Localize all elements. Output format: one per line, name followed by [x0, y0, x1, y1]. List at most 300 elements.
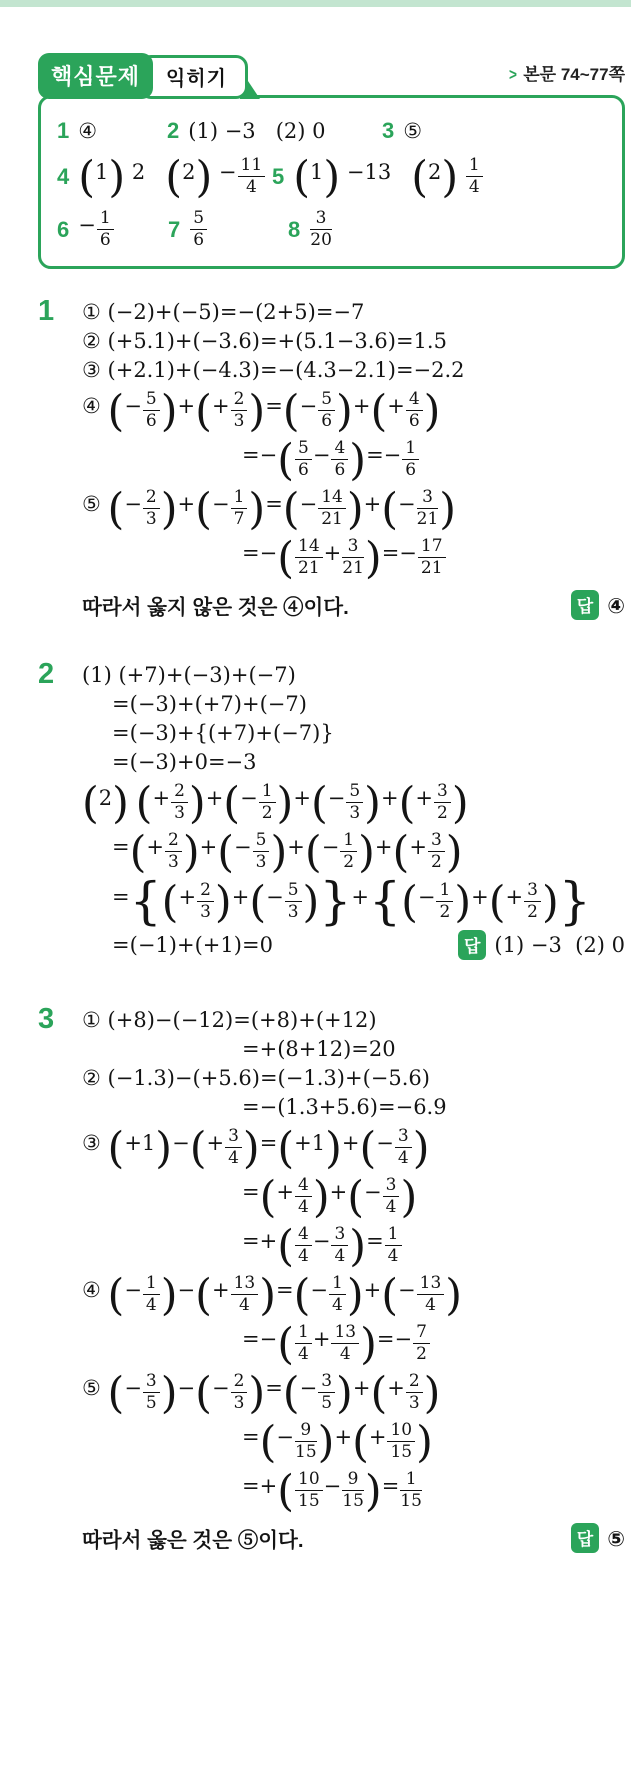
fraction-numerator: 3: [331, 1225, 348, 1246]
fraction-numerator: 2: [231, 390, 248, 411]
answer-group: [458, 930, 625, 960]
answer-value: (1) −3 (2) 0: [494, 932, 625, 957]
conclusion-text: 따라서 옳은 것은 ⑤이다.: [82, 1529, 304, 1553]
math-line: =−( $\frac{1}{4}$ + $\frac{13}{4}$ )=− $\frac{7}{2}$: [82, 1323, 625, 1364]
paren: (: [107, 1065, 116, 1090]
paren: ): [302, 877, 320, 928]
answer-value: ⑤: [607, 1525, 625, 1551]
paren: (: [277, 1094, 286, 1119]
fraction-numerator: 14: [318, 488, 346, 509]
paren: ): [412, 1123, 430, 1174]
paren: ): [454, 877, 472, 928]
paren: (: [347, 1172, 365, 1223]
fraction-denominator: 21: [416, 509, 439, 530]
paren: ): [168, 721, 177, 746]
brace: }: [558, 870, 591, 930]
fraction-denominator: 6: [321, 411, 333, 432]
fraction-denominator: 3: [255, 852, 267, 873]
answer-value: ④: [607, 592, 625, 618]
answer-text: ⑤: [403, 119, 423, 143]
fraction: [295, 439, 312, 480]
paren: ): [248, 1368, 266, 1419]
paren: ): [168, 692, 177, 717]
paren: ): [160, 386, 178, 437]
paren: (: [488, 877, 506, 928]
fraction: [395, 1127, 412, 1168]
fraction-denominator: 3: [349, 803, 361, 824]
fraction-numerator: 1: [436, 881, 453, 902]
paren: ): [297, 119, 306, 143]
answer-number: 2: [167, 118, 180, 143]
fraction-denominator: 3: [287, 901, 299, 922]
answer-badge: 답: [571, 1523, 599, 1553]
fraction-numerator: 13: [331, 1323, 359, 1344]
fraction-denominator: 6: [193, 230, 205, 251]
fraction-numerator: 1: [385, 1225, 402, 1246]
paren: (: [183, 663, 192, 688]
paren: (: [82, 663, 91, 688]
fraction-numerator: 3: [310, 209, 332, 230]
fraction-denominator: 6: [99, 230, 111, 251]
paren: (: [107, 1123, 125, 1174]
fraction-numerator: 3: [524, 881, 541, 902]
paren: (: [295, 329, 304, 354]
fraction-denominator: 4: [339, 1343, 351, 1364]
fraction: [231, 488, 248, 529]
fraction-numerator: 5: [295, 439, 312, 460]
fraction: [406, 390, 423, 431]
fraction-numerator: 10: [387, 1421, 415, 1442]
paren: (: [129, 750, 138, 775]
fraction: [97, 209, 114, 250]
fraction: [417, 1274, 445, 1315]
fraction-denominator: 4: [332, 1294, 343, 1315]
fraction: [310, 209, 332, 250]
fraction-numerator: 1: [295, 1323, 312, 1344]
problem-lines: [82, 1003, 625, 1554]
paren: ): [325, 1123, 342, 1174]
paren: ): [360, 1319, 377, 1370]
solutions: [38, 295, 625, 1553]
paren: (: [282, 386, 300, 437]
fraction-numerator: 1: [143, 1274, 160, 1295]
paren: ): [298, 692, 307, 717]
fraction-denominator: 2: [261, 803, 273, 824]
answer-cell: [167, 118, 382, 144]
paren: ): [166, 329, 175, 354]
fraction: [143, 1372, 160, 1413]
paren: (: [352, 1417, 369, 1468]
paren: (: [277, 1123, 295, 1174]
paren: ): [160, 1270, 178, 1321]
paren: (: [277, 435, 294, 486]
fraction: [318, 488, 346, 529]
fraction-denominator: 3: [200, 901, 211, 922]
paren: (: [575, 932, 584, 957]
chevron-right-icon: >: [509, 65, 518, 84]
paren: (: [129, 692, 138, 717]
fraction-numerator: 2: [406, 1372, 423, 1393]
fraction-numerator: 3: [428, 831, 445, 852]
paren: ): [387, 329, 396, 354]
fraction-denominator: 2: [416, 1343, 427, 1364]
math-line: ③ (+2.1)+(−4.3)=−(4.3−2.1)=−2.2: [82, 358, 465, 383]
fraction-denominator: 3: [174, 803, 185, 824]
fraction-numerator: 4: [406, 390, 423, 411]
paren: (: [207, 721, 217, 746]
fraction: [342, 1470, 364, 1511]
math-line: =(−3)+0=−3: [112, 750, 257, 775]
paren: (: [194, 932, 203, 957]
answer-cell: [57, 118, 167, 144]
math-line: =(− $\frac{9}{15}$ )+(+ $\frac{10}{15}$ ): [242, 1417, 433, 1468]
paren: (: [259, 1172, 277, 1223]
fraction-numerator: 5: [318, 390, 335, 411]
math-line: =(−3)+{(+7)+(−7)}: [112, 721, 334, 746]
fraction-denominator: 15: [390, 1441, 413, 1462]
answer-group: [571, 1523, 625, 1553]
fraction-numerator: 1: [329, 1274, 346, 1295]
fraction: [295, 1421, 317, 1462]
paren: ): [445, 828, 463, 879]
paren: ): [541, 877, 559, 928]
paren: (: [310, 779, 328, 830]
fraction-numerator: 2: [231, 1372, 248, 1393]
paren: ): [336, 1368, 353, 1419]
answer-cell: [57, 209, 168, 250]
paren: (: [107, 1270, 125, 1321]
paren: ): [369, 1094, 378, 1119]
fraction: [387, 1421, 415, 1462]
fraction-denominator: 4: [298, 1196, 309, 1217]
paren: (: [293, 1270, 311, 1321]
fraction-numerator: 3: [434, 782, 451, 803]
fraction: [171, 782, 188, 823]
paren: ): [364, 779, 381, 830]
paren: ): [146, 300, 155, 325]
answer-text: (1) −13 (2) $\frac{1}{4}$: [293, 156, 483, 197]
fraction-denominator: 4: [245, 177, 257, 198]
fraction-denominator: 4: [334, 1245, 346, 1266]
fraction-denominator: 2: [439, 901, 451, 922]
paren: ): [225, 1007, 234, 1032]
fraction-numerator: 5: [143, 390, 160, 411]
paren: ): [312, 1172, 330, 1223]
fraction-numerator: 5: [253, 831, 270, 852]
paren: ): [515, 932, 525, 957]
fraction-denominator: 3: [145, 509, 157, 530]
answer-text: ④: [78, 119, 98, 143]
answer-text: [309, 209, 333, 250]
fraction: [295, 1323, 312, 1364]
fraction-denominator: 21: [298, 558, 320, 579]
paren: (: [192, 358, 201, 383]
problem-number: 2: [38, 658, 55, 691]
paren: ): [248, 386, 266, 437]
fraction-numerator: 4: [331, 439, 348, 460]
answer-box: [38, 95, 625, 269]
fraction-numerator: 7: [413, 1323, 430, 1344]
fraction: [318, 1372, 335, 1413]
fraction-denominator: 6: [298, 460, 309, 481]
math-line: =−( $\frac{5}{6}$ − $\frac{4}{6}$ )=− $\frac{1}{6}$: [82, 439, 625, 480]
paren: (: [217, 828, 235, 879]
fraction-denominator: 4: [425, 1294, 436, 1315]
fraction-numerator: 2: [197, 881, 214, 902]
math-line: ② (−1.3)−(+5.6)=(−1.3)+(−5.6): [82, 1065, 430, 1090]
paren: (: [381, 484, 399, 535]
paren: ): [346, 484, 364, 535]
paren: ): [160, 484, 178, 535]
fraction: [295, 1176, 312, 1217]
paren: (: [259, 692, 268, 717]
paren: ): [259, 1270, 276, 1321]
fraction-numerator: 5: [190, 209, 207, 230]
paren: ): [451, 779, 469, 830]
fraction-numerator: 2: [165, 831, 182, 852]
fraction-numerator: 17: [418, 537, 446, 558]
paren: (: [161, 877, 179, 928]
fraction-denominator: 2: [430, 852, 442, 873]
paren: ): [276, 779, 294, 830]
paren: (: [282, 1368, 300, 1419]
fraction-numerator: 2: [143, 488, 160, 509]
paren: ): [155, 1123, 173, 1174]
fraction-denominator: 6: [408, 411, 420, 432]
page-top-strip: [0, 0, 631, 7]
paren: (: [272, 721, 282, 746]
fraction-numerator: 5: [285, 881, 302, 902]
fraction: [318, 390, 335, 431]
fraction: [143, 1274, 160, 1315]
paren: (: [192, 1065, 201, 1090]
paren: ): [214, 877, 232, 928]
paren: ): [368, 1007, 377, 1032]
answer-number: 7: [168, 216, 181, 242]
math-line: ⑤ (− $\frac{2}{3}$ )+(− $\frac{1}{7}$ )=(− $\frac{14}{21}$ )+(− $\frac{3}{21}$ ): [82, 484, 457, 535]
answer-text: (1) 2 (2) − $\frac{11}{4}$: [78, 156, 266, 197]
paren: (: [248, 663, 257, 688]
paren: (: [129, 721, 138, 746]
paren: (: [359, 1123, 377, 1174]
brace: {: [369, 870, 402, 930]
answer-number: 3: [382, 118, 395, 143]
paren: ): [312, 721, 321, 746]
paren: ): [336, 386, 353, 437]
fraction: [524, 881, 541, 922]
fraction-denominator: 15: [400, 1491, 422, 1512]
fraction-denominator: 20: [310, 230, 332, 251]
answer-row: [57, 152, 612, 203]
fraction: [295, 1225, 312, 1266]
answer-badge: 답: [571, 590, 599, 620]
answer-cell: [288, 209, 333, 250]
paren: ): [343, 1036, 352, 1061]
fraction-denominator: 6: [405, 460, 417, 481]
paren: (: [277, 1036, 286, 1061]
answer-number: 1: [57, 118, 70, 143]
paren: ): [251, 329, 260, 354]
fraction-denominator: 4: [385, 1196, 397, 1217]
paren: (: [118, 663, 127, 688]
fraction: [143, 488, 160, 529]
fraction-numerator: 1: [402, 439, 419, 460]
paren: ): [441, 152, 459, 203]
fraction-denominator: 2: [343, 852, 355, 873]
paren: (: [249, 877, 267, 928]
paren: ): [423, 386, 441, 437]
fraction-numerator: 3: [318, 1372, 335, 1393]
answer-text: [189, 209, 208, 250]
fraction-numerator: 9: [342, 1470, 364, 1491]
fraction: [143, 390, 160, 431]
page-reference: [508, 60, 625, 85]
paren: ): [346, 1270, 364, 1321]
fraction-numerator: 13: [231, 1274, 259, 1295]
fraction: [417, 488, 439, 529]
fraction-numerator: 1: [259, 782, 276, 803]
paren: ): [336, 1065, 345, 1090]
fraction-numerator: 3: [395, 1127, 412, 1148]
fraction-denominator: 21: [321, 509, 343, 530]
paren: (: [282, 484, 300, 535]
answer-cell: [168, 209, 288, 250]
fraction: [231, 390, 248, 431]
fraction: [331, 1225, 348, 1266]
paren: (: [129, 828, 147, 879]
math-line: =+(8+12)=20: [242, 1036, 396, 1061]
paren: ): [112, 779, 129, 830]
paren: ): [364, 534, 382, 584]
fraction: [346, 782, 363, 823]
math-line: (2) (+ $\frac{2}{3}$ )+(− $\frac{1}{2}$ )+(− $\frac{5}{3}$ )+(+ $\frac{3}{2}$ ): [82, 779, 469, 830]
paren: (: [195, 386, 212, 437]
fraction: [231, 1372, 248, 1413]
paren: (: [107, 484, 125, 535]
paren: ): [358, 828, 375, 879]
fraction-numerator: 13: [417, 1274, 445, 1295]
fraction: [428, 831, 445, 872]
math-line: =+( $\frac{4}{4}$ − $\frac{3}{4}$ )= $\frac{1}{4}$: [82, 1225, 625, 1266]
paren: (: [381, 1270, 399, 1321]
paren: ): [195, 152, 213, 203]
problem-number: 1: [38, 295, 55, 328]
answer-badge: 답: [458, 930, 486, 960]
paren: (: [304, 828, 322, 879]
fraction-numerator: 1: [231, 488, 248, 509]
paren: ): [421, 1065, 430, 1090]
fraction: [238, 156, 266, 197]
paren: (: [107, 386, 125, 437]
fraction-denominator: 3: [233, 1392, 245, 1413]
fraction-denominator: 15: [298, 1491, 320, 1512]
fraction: [259, 782, 276, 823]
paren: (: [293, 152, 311, 203]
fraction-denominator: 4: [298, 1343, 309, 1364]
fraction: [413, 1323, 430, 1364]
paren: ): [323, 152, 341, 203]
math-line: =+( $\frac{10}{15}$ − $\frac{9}{15}$ )= $\frac{1}{15}$: [242, 1466, 422, 1517]
fraction-denominator: 21: [420, 558, 443, 579]
paren: (: [107, 1007, 116, 1032]
fraction: [197, 881, 214, 922]
fraction-denominator: 4: [397, 1147, 409, 1168]
fraction-denominator: 5: [145, 1392, 157, 1413]
paren: ): [307, 300, 316, 325]
math-expression: =(−1)+(+1)=0: [112, 932, 273, 957]
fraction: [329, 1274, 346, 1315]
paren: (: [370, 1368, 388, 1419]
fraction-numerator: 9: [295, 1421, 317, 1442]
paren: (: [189, 1123, 207, 1174]
paren: (: [277, 1466, 294, 1517]
paren: ): [387, 358, 396, 383]
fraction-denominator: 3: [233, 411, 245, 432]
fraction: [331, 1323, 359, 1364]
paren: (: [277, 1065, 286, 1090]
fraction-numerator: 3: [143, 1372, 160, 1393]
paren: ): [103, 663, 112, 688]
fraction-numerator: 14: [295, 537, 323, 558]
fraction: [418, 537, 446, 578]
fraction: [402, 439, 419, 480]
paren: ): [596, 932, 605, 957]
problem-block: [38, 295, 625, 620]
brace: }: [320, 721, 334, 746]
fraction-numerator: 11: [238, 156, 266, 177]
answer-number: 6: [57, 216, 70, 242]
fraction-denominator: 6: [145, 411, 157, 432]
paren: (: [401, 877, 418, 928]
math-line: [82, 930, 625, 960]
problem-block: [38, 658, 625, 964]
paren: ): [108, 152, 126, 203]
fraction: [436, 881, 453, 922]
paren: ): [157, 663, 166, 688]
paren: ): [233, 932, 242, 957]
paren: (: [362, 1065, 371, 1090]
fraction: [383, 1176, 400, 1217]
fraction: [385, 1225, 402, 1266]
fraction-numerator: 1: [466, 156, 483, 177]
paren: (: [255, 300, 264, 325]
paren: ): [222, 663, 231, 688]
answer-text: (1) −3 (2) 0: [188, 119, 326, 143]
fraction-numerator: 3: [225, 1127, 242, 1148]
fraction-numerator: 3: [342, 537, 364, 558]
problem-lines: [82, 295, 625, 620]
fraction-numerator: 1: [340, 831, 357, 852]
math-line: ① (−2)+(−5)=−(2+5)=−7: [82, 300, 365, 325]
conclusion-text: 따라서 옳지 않은 것은 ④이다.: [82, 596, 349, 620]
paren: (: [192, 329, 201, 354]
paren: (: [107, 358, 116, 383]
section-tab-group: [38, 53, 260, 99]
paren: (: [411, 152, 429, 203]
paren: ): [423, 1368, 441, 1419]
paren: (: [277, 534, 294, 584]
fraction: [165, 831, 182, 872]
paren: ): [290, 1007, 299, 1032]
answer-row: [57, 118, 612, 144]
paren: ): [166, 1065, 175, 1090]
paren: (: [172, 300, 181, 325]
fraction: [225, 1127, 242, 1168]
paren: ): [445, 1270, 463, 1321]
fraction-denominator: 7: [233, 509, 245, 530]
answer-number: 4: [57, 163, 70, 189]
problem-block: [38, 1003, 625, 1554]
